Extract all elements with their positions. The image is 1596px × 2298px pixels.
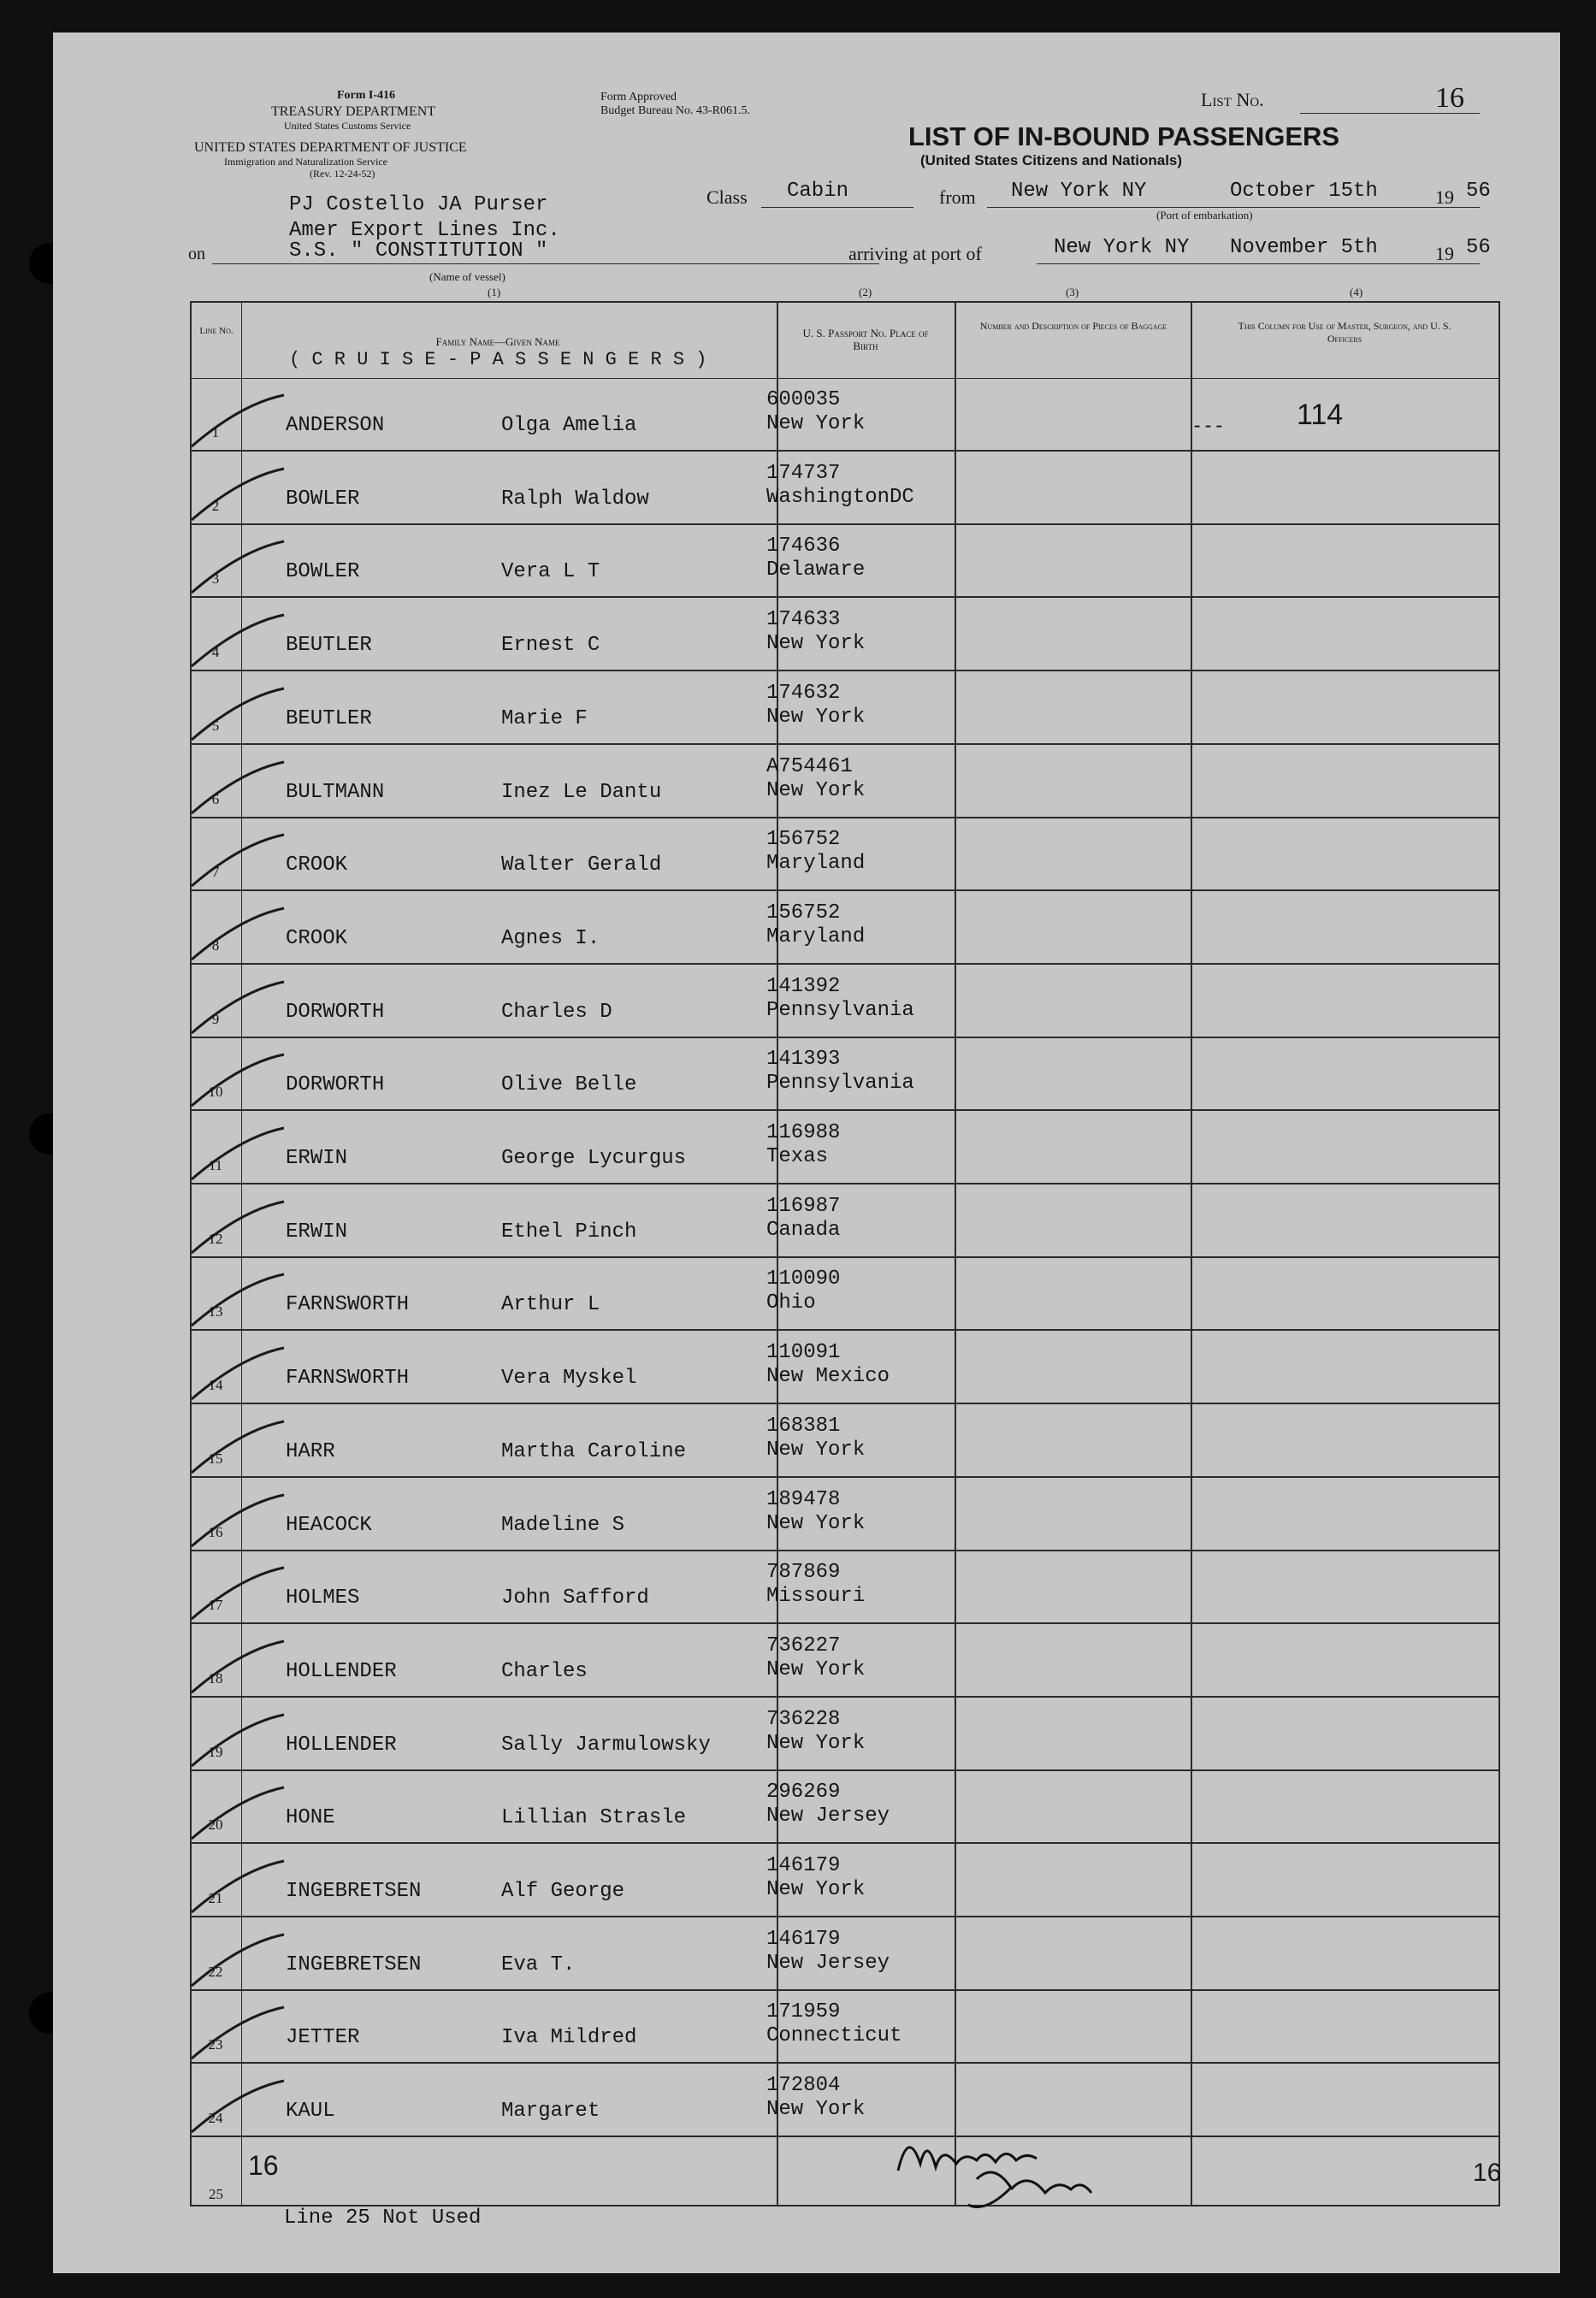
place-of-birth: Missouri	[766, 1585, 866, 1609]
passenger-row	[190, 1111, 1500, 1184]
passenger-row	[190, 1184, 1500, 1258]
header-passport: U. S. Passport No. Place of Birth	[802, 327, 929, 352]
passport-number: 168381	[766, 1414, 841, 1438]
line-number: 1	[211, 424, 220, 440]
family-name: BOWLER	[286, 487, 360, 511]
place-of-birth: Pennsylvania	[766, 1072, 914, 1096]
header-line-no: Line No.	[199, 326, 233, 336]
passenger-row	[190, 671, 1500, 745]
place-of-birth: Pennsylvania	[766, 998, 914, 1022]
given-name: Alf George	[501, 1880, 625, 1903]
family-name: HOLMES	[286, 1586, 360, 1610]
arrive-port: New York NY	[1054, 236, 1190, 259]
place-of-birth: New York	[766, 1511, 866, 1535]
arrive-year: 56	[1466, 236, 1491, 259]
family-name: HARR	[286, 1439, 335, 1463]
column-1-number: (1)	[488, 286, 501, 298]
cruise-passengers-note: ( C R U I S E - P A S S E N G E R S )	[289, 349, 707, 370]
family-name: HOLLENDER	[286, 1659, 397, 1683]
class-value: Cabin	[787, 180, 849, 203]
line-number: 7	[211, 864, 220, 881]
budget-bureau: Budget Bureau No. 43-R061.5.	[600, 104, 750, 117]
family-name: CROOK	[286, 926, 348, 950]
page-title: LIST OF IN-BOUND PASSENGERS	[908, 121, 1340, 151]
passenger-row	[190, 965, 1500, 1038]
passenger-row	[190, 2064, 1500, 2137]
given-name: Olive Belle	[501, 1073, 637, 1097]
passport-number: A754461	[766, 754, 853, 778]
line-number: 9	[211, 1010, 220, 1027]
given-name: Charles	[501, 1659, 588, 1683]
passenger-row	[190, 524, 1500, 598]
place-of-birth: Ohio	[766, 1291, 816, 1315]
line-number: 19	[208, 1743, 223, 1760]
from-label: from	[939, 186, 976, 208]
family-name: BEUTLER	[286, 634, 372, 658]
passport-number: 156752	[766, 901, 841, 925]
from-year-prefix: 19	[1435, 186, 1454, 208]
place-of-birth: New York	[766, 632, 866, 656]
place-of-birth: New York	[766, 1731, 866, 1755]
passport-number: 174636	[766, 535, 841, 558]
line-number: 17	[208, 1597, 223, 1614]
line-number: 10	[208, 1084, 223, 1101]
family-name: JETTER	[286, 2026, 360, 2050]
passenger-row	[190, 818, 1500, 891]
passenger-row	[190, 1624, 1500, 1698]
place-of-birth: WashingtonDC	[766, 485, 914, 509]
given-name: Lillian Strasle	[501, 1806, 687, 1830]
family-name: HOLLENDER	[286, 1733, 397, 1757]
given-name: Vera Myskel	[501, 1367, 637, 1391]
family-name: HEACOCK	[286, 1513, 372, 1537]
family-name: ANDERSON	[286, 414, 385, 437]
place-of-birth: Canada	[766, 1218, 841, 1242]
passport-number: 736227	[766, 1633, 841, 1657]
passenger-row	[190, 1478, 1500, 1551]
given-name: Vera L T	[501, 560, 600, 584]
line-number: 11	[208, 1157, 223, 1173]
embarkation-caption: (Port of embarkation)	[1156, 209, 1253, 222]
place-of-birth: New Mexico	[766, 1365, 890, 1389]
line-number: 4	[211, 644, 220, 661]
passenger-row	[190, 1037, 1500, 1111]
line-number: 13	[208, 1303, 223, 1320]
given-name: Ralph Waldow	[501, 487, 649, 511]
class-label: Class	[706, 186, 748, 208]
officer-dash: - - -	[1194, 414, 1222, 435]
passport-number: 174737	[766, 461, 841, 485]
given-name: Inez Le Dantu	[501, 780, 662, 804]
passport-number: 156752	[766, 828, 841, 852]
given-name: Marie F	[501, 706, 588, 730]
passenger-row	[190, 1331, 1500, 1404]
shipping-line: Amer Export Lines Inc.	[289, 219, 560, 242]
passport-number: 146179	[766, 1854, 841, 1877]
passport-number: 189478	[766, 1487, 841, 1511]
passport-number: 141392	[766, 974, 841, 998]
line-number: 24	[208, 2110, 223, 2127]
place-of-birth: New Jersey	[766, 1951, 890, 1975]
family-name: HONE	[286, 1806, 335, 1830]
page-subtitle: (United States Citizens and Nationals)	[920, 152, 1183, 168]
place-of-birth: Maryland	[766, 925, 866, 948]
from-year: 56	[1466, 180, 1491, 203]
family-name: BOWLER	[286, 560, 360, 584]
arrive-date: November 5th	[1230, 236, 1378, 259]
line-number: 18	[208, 1669, 223, 1687]
passport-number: 296269	[766, 1781, 841, 1805]
line-number: 8	[211, 936, 220, 954]
passport-number: 116988	[766, 1121, 841, 1144]
family-name: FARNSWORTH	[286, 1293, 410, 1317]
family-name: BULTMANN	[286, 780, 385, 804]
family-name: ERWIN	[286, 1147, 348, 1170]
line-number: 21	[208, 1890, 223, 1906]
family-name: KAUL	[286, 2100, 335, 2124]
line-number: 12	[208, 1230, 223, 1247]
line-25-not-used: Line 25 Not Used	[284, 2206, 482, 2230]
line-number: 3	[211, 570, 220, 588]
place-of-birth: New York	[766, 705, 866, 729]
vessel-underline	[212, 263, 879, 264]
column-4-number: (4)	[1350, 286, 1363, 298]
family-name: ERWIN	[286, 1220, 348, 1244]
place-of-birth: New York	[766, 1657, 866, 1681]
header-name: Family Name—Given Name	[435, 335, 560, 348]
line-number: 15	[208, 1450, 223, 1467]
header-officers: This Column for Use of Master, Surgeon, and U. S. Officers	[1238, 320, 1451, 345]
justice-department: UNITED STATES DEPARTMENT OF JUSTICE	[194, 140, 467, 155]
column-3-number: (3)	[1066, 286, 1079, 298]
family-name: INGEBRETSEN	[286, 1952, 422, 1976]
given-name: Charles D	[501, 1000, 612, 1024]
table-top-border	[190, 301, 1500, 303]
treasury-department: TREASURY DEPARTMENT	[271, 104, 436, 119]
list-number: 16	[1435, 82, 1464, 114]
customs-service: United States Customs Service	[284, 120, 411, 132]
passport-number: 171959	[766, 2000, 841, 2024]
passenger-row	[190, 1844, 1500, 1917]
passport-number: 787869	[766, 1561, 841, 1585]
passenger-row	[190, 1698, 1500, 1771]
passenger-row	[190, 891, 1500, 965]
place-of-birth: Maryland	[766, 852, 866, 876]
passenger-row	[190, 1990, 1500, 2064]
class-underline	[761, 207, 913, 208]
family-name: BEUTLER	[286, 706, 372, 730]
given-name: Martha Caroline	[501, 1439, 687, 1463]
from-date: October 15th	[1230, 180, 1378, 203]
line-number: 16	[208, 1523, 223, 1540]
line-number: 14	[208, 1377, 223, 1394]
given-name: Arthur L	[501, 1293, 600, 1317]
list-no-label: List No.	[1201, 89, 1264, 110]
place-of-birth: Delaware	[766, 558, 866, 582]
from-underline	[987, 207, 1480, 208]
given-name: Margaret	[501, 2100, 600, 2124]
given-name: George Lycurgus	[501, 1147, 687, 1170]
given-name: Walter Gerald	[501, 854, 662, 877]
given-name: Eva T.	[501, 1952, 576, 1976]
place-of-birth: New York	[766, 1878, 866, 1901]
passport-number: 110090	[766, 1267, 841, 1291]
manifest-page	[53, 32, 1560, 2273]
passport-number: 172804	[766, 2074, 841, 2098]
passport-number: 116987	[766, 1194, 841, 1218]
place-of-birth: New York	[766, 412, 866, 435]
form-approved: Form Approved	[600, 91, 677, 103]
officer-signature	[883, 2111, 1139, 2222]
family-name: INGEBRETSEN	[286, 1880, 422, 1903]
given-name: Iva Mildred	[501, 2026, 637, 2050]
officer-count: 114	[1297, 399, 1344, 431]
vessel-name: S.S. " CONSTITUTION "	[289, 239, 548, 263]
arriving-label: arriving at port of	[848, 243, 982, 264]
arrive-underline	[1037, 263, 1480, 264]
passport-number: 110091	[766, 1341, 841, 1365]
line-number: 6	[211, 790, 220, 807]
place-of-birth: New York	[766, 2098, 866, 2122]
form-number: Form I-416	[337, 89, 396, 102]
row-divider	[190, 2136, 1500, 2137]
from-port: New York NY	[1011, 180, 1147, 203]
revision-date: (Rev. 12-24-52)	[310, 168, 375, 180]
arrive-year-prefix: 19	[1435, 243, 1454, 264]
given-name: Agnes I.	[501, 926, 600, 950]
place-of-birth: Connecticut	[766, 2024, 902, 2048]
on-label: on	[188, 245, 205, 263]
line-number: 2	[211, 497, 220, 514]
line-number: 5	[211, 717, 220, 734]
vessel-caption: (Name of vessel)	[429, 270, 505, 283]
passenger-row	[190, 745, 1500, 818]
page-number-right: 16	[1473, 2159, 1502, 2187]
passenger-row	[190, 378, 1500, 452]
passenger-row	[190, 1551, 1500, 1624]
line-25-number: 25	[209, 2186, 223, 2202]
passport-number: 146179	[766, 1927, 841, 1951]
family-name: FARNSWORTH	[286, 1367, 410, 1391]
passport-number: 141393	[766, 1048, 841, 1072]
immigration-service: Immigration and Naturalization Service	[224, 156, 387, 168]
header-baggage: Number and Description of Pieces of Baggage	[979, 320, 1167, 332]
passport-number: 174633	[766, 608, 841, 632]
passenger-row	[190, 1404, 1500, 1478]
passenger-row	[190, 452, 1500, 525]
passenger-row	[190, 1770, 1500, 1844]
given-name: Ethel Pinch	[501, 1220, 637, 1244]
passport-number: 174632	[766, 681, 841, 705]
family-name: DORWORTH	[286, 1073, 385, 1097]
given-name: Olga Amelia	[501, 414, 637, 437]
given-name: Ernest C	[501, 634, 600, 658]
passenger-row	[190, 1257, 1500, 1331]
column-2-number: (2)	[859, 286, 872, 298]
given-name: Madeline S	[501, 1513, 625, 1537]
place-of-birth: New York	[766, 778, 866, 802]
passenger-row	[190, 598, 1500, 671]
line-number: 23	[208, 2036, 223, 2053]
passport-number: 736228	[766, 1707, 841, 1731]
purser-name: PJ Costello JA Purser	[289, 193, 548, 216]
page-number-left: 16	[248, 2150, 279, 2181]
family-name: DORWORTH	[286, 1000, 385, 1024]
passport-number: 600035	[766, 388, 841, 411]
place-of-birth: Texas	[766, 1145, 829, 1168]
passenger-row	[190, 1917, 1500, 1991]
given-name: John Safford	[501, 1586, 649, 1610]
family-name: CROOK	[286, 854, 348, 877]
line-number: 22	[208, 1963, 223, 1980]
place-of-birth: New York	[766, 1438, 866, 1462]
place-of-birth: New Jersey	[766, 1805, 890, 1828]
given-name: Sally Jarmulowsky	[501, 1733, 711, 1757]
line-number: 20	[208, 1817, 223, 1834]
